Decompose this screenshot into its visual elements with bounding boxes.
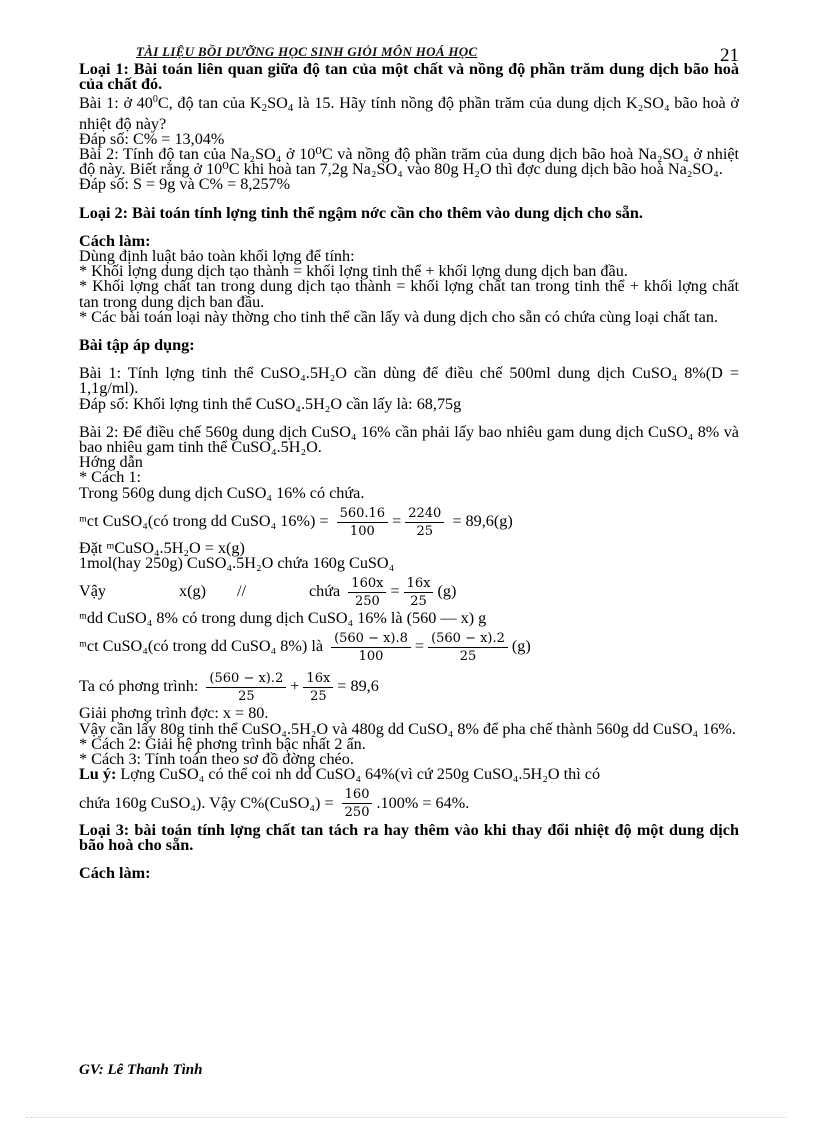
note-label: Lu ý: bbox=[79, 765, 117, 784]
exercise-1-pre: Bài 1: ở 40 bbox=[79, 94, 153, 113]
fraction-numerator: 560.16 bbox=[337, 505, 389, 523]
fraction-2240-25 bbox=[405, 505, 444, 540]
fraction-160-250 bbox=[342, 786, 373, 821]
footer-author: GV: Lê Thanh Tình bbox=[79, 1062, 203, 1078]
mdd-line: ᵐdd CuSO₄ 8% có trong dung dịch CuSO₄ 16% là (560 — x) g bbox=[79, 609, 487, 628]
vay-line: Vậy x(g) // chứa $\frac{160x}{250}$ = $\frac{16x}{25}$ (g) bbox=[79, 571, 739, 611]
vay-label: Vậy bbox=[79, 582, 106, 601]
note-line-2-post: .100% = 64%. bbox=[376, 793, 470, 812]
fraction-denominator: 25 bbox=[310, 689, 327, 705]
fraction-numerator: (560 − x).8 bbox=[331, 630, 411, 648]
vay-slash: // bbox=[237, 582, 246, 601]
let-x-line: Đặt ᵐCuSO₄.5H₂O = x(g) bbox=[79, 538, 245, 557]
practice-heading: Bài tập áp dụng: bbox=[79, 336, 195, 355]
fraction-160x-250 bbox=[348, 575, 386, 610]
fraction-denominator: 250 bbox=[354, 594, 380, 610]
method-1-label: * Cách 1: bbox=[79, 468, 142, 487]
fraction-16x-25 bbox=[404, 575, 434, 610]
formula-mct-2-text: ᵐct CuSO₄(có trong dd CuSO₄ 8%) là bbox=[79, 637, 324, 656]
solve-line: Giải phơng trình đợc: x = 80. bbox=[79, 704, 269, 723]
fraction-560-x-8 bbox=[331, 630, 411, 665]
conclusion-line: Vậy cần lấy 80g tinh thể CuSO₄.5H₂O và 480g dd CuSO₄ 8% để pha chế thành 560g dd CuSO₄ 16%. bbox=[79, 719, 736, 738]
exercise-1-post: SO bbox=[267, 94, 288, 113]
vay-x: x(g) bbox=[179, 582, 206, 601]
note-line-2-pre: chứa 160g CuSO₄). Vậy C%(CuSO₄) = bbox=[79, 793, 334, 812]
sub-2: 2 bbox=[261, 102, 268, 115]
degree-sup: 0 bbox=[152, 94, 158, 106]
exercise-1-tail: là 15. Hãy tính nồng độ phần trăm của dung dịch K₂SO₄ bão hoà ở nhiệt độ này? bbox=[79, 94, 739, 133]
note-line-2 bbox=[79, 783, 739, 823]
fraction-numerator: 160 bbox=[342, 786, 373, 804]
practice-exercise-2: Bài 2: Để điều chế 560g dung dịch CuSO₄ 16% cần phải lấy bao nhiêu gam dung dịch CuSO₄ 8% và bao nhiêu gam tinh thể CuSO₄.5H₂O. bbox=[79, 422, 739, 457]
formula-mct-1-text: ᵐct CuSO₄(có trong dd CuSO₄ 16%) = bbox=[79, 511, 329, 530]
method-point-1: * Khối lợng dung dịch tạo thành = khối lợng tinh thể + khối lợng dung dịch ban đầu. bbox=[79, 262, 628, 281]
formula-mct-2: ᵐct CuSO₄(có trong dd CuSO₄ 8%) là $\frac{(560 - x).8}{100}$ = $\frac{(560 - x).2}{25}$ (g) bbox=[79, 631, 531, 665]
exercise-1 bbox=[79, 92, 739, 131]
vay-unit: (g) bbox=[437, 582, 457, 601]
page-bottom-divider bbox=[26, 1117, 786, 1118]
running-header: TÀI LIỆU BỒI DƯỠNG HỌC SINH GIỎI MÔN HOÁ HỌC bbox=[136, 44, 478, 59]
section-title-loai1: Loại 1: Bài toán liên quan giữa độ tan của một chất và nồng độ phần trăm dung dịch bão hoà của chất đó. bbox=[79, 60, 739, 94]
fraction-numerator: 16x bbox=[303, 670, 333, 688]
fraction-eq-2 bbox=[303, 670, 333, 705]
exercise-2-answer: Đáp số: S = 9g và C% = 8,257% bbox=[79, 175, 291, 194]
mol-line: 1mol(hay 250g) CuSO₄.5H₂O chứa 160g CuSO₄ bbox=[79, 554, 395, 573]
page-number: 21 bbox=[720, 45, 739, 66]
fraction-denominator: 100 bbox=[349, 523, 375, 539]
line-560: Trong 560g dung dịch CuSO₄ 16% có chứa. bbox=[79, 483, 365, 502]
equation-result: = 89,6 bbox=[337, 677, 379, 696]
method-3-line: * Cách 3: Tính toán theo sơ đồ đờng chéo. bbox=[79, 750, 354, 769]
fraction-numerator: 160x bbox=[348, 575, 386, 593]
fraction-numerator: (560 − x).2 bbox=[428, 630, 508, 648]
exercise-1-answer: Đáp số: C% = 13,04% bbox=[79, 129, 225, 148]
fraction-numerator: 2240 bbox=[405, 505, 444, 523]
fraction-denominator: 25 bbox=[410, 594, 427, 610]
page-content bbox=[79, 62, 739, 881]
equation-plus: + bbox=[290, 677, 300, 696]
method-point-2: * Khối lợng chất tan trong dung dịch tạo thành = khối lợng chất tan trong tinh thể + khối lợng chất tan trong dung dịch ban đầu. bbox=[79, 277, 739, 311]
equation-label: Ta có phơng trình: bbox=[79, 677, 199, 696]
section-title-loai2: Loại 2: Bài toán tính lợng tinh thể ngậm nớc cần cho thêm vào dung dịch cho sẵn. bbox=[79, 203, 643, 222]
exercise-1-mid: C, độ tan của K bbox=[157, 94, 262, 113]
fraction-numerator: (560 − x).2 bbox=[206, 670, 286, 688]
guide-label: Hớng dẫn bbox=[79, 453, 143, 472]
fraction-560-x-2 bbox=[428, 630, 508, 665]
formula-mct-2-unit: (g) bbox=[511, 637, 531, 656]
method-heading: Cách làm: bbox=[79, 231, 151, 250]
sub-4: 4 bbox=[287, 102, 294, 115]
fraction-denominator: 25 bbox=[416, 523, 434, 539]
method-point-3: * Các bài toán loại này thờng cho tinh thể cần lấy và dung dịch cho sẵn có chứa cùng loại chất tan. bbox=[79, 307, 719, 326]
fraction-denominator: 250 bbox=[344, 805, 370, 821]
fraction-denominator: 25 bbox=[238, 689, 255, 705]
method-intro: Dùng định luật bảo toàn khối lợng để tính: bbox=[79, 247, 355, 266]
practice-exercise-1-answer: Đáp số: Khối lợng tinh thể CuSO₄.5H₂O cần lấy là: 68,75g bbox=[79, 394, 462, 413]
equation-line bbox=[79, 666, 739, 706]
formula-mct-1: ᵐct CuSO₄(có trong dd CuSO₄ 16%) = $\frac{560.16}{100}$ = $\frac{2240}{25}$ = 89,6(g) bbox=[79, 505, 513, 539]
method-2-line: * Cách 2: Giải hệ phơng trình bậc nhất 2 ẩn. bbox=[79, 734, 366, 753]
note-text: Lợng CuSO₄ có thể coi nh dd CuSO₄ 64%(vì cứ 250g CuSO₄.5H₂O thì có bbox=[116, 765, 601, 784]
fraction-numerator: 16x bbox=[404, 575, 434, 593]
practice-exercise-1: Bài 1: Tính lợng tinh thể CuSO₄.5H₂O cần dùng để điều chế 500ml dung dịch CuSO₄ 8%(D = 1,1g/ml). bbox=[79, 364, 739, 398]
vay-chua: chứa bbox=[309, 582, 341, 601]
fraction-eq-1 bbox=[206, 670, 286, 705]
fraction-denominator: 25 bbox=[459, 649, 477, 665]
fraction-denominator: 100 bbox=[358, 649, 384, 665]
section-title-loai3: Loại 3: bài toán tính lợng chất tan tách ra hay thêm vào khi thay đổi nhiệt độ một dung dịch bão hoà cho sẵn. bbox=[79, 820, 739, 854]
exercise-2: Bài 2: Tính độ tan của Na₂SO₄ ở 10⁰C và nồng độ phần trăm của dung dịch bão hoà Na₂SO₄ ở nhiệt độ này. Biết rằng ở 10⁰C khi hoà tan 7,2g Na₂SO₄ vào 80g H₂O thì đợc dung dịch bão hoà Na₂SO₄. bbox=[79, 145, 739, 179]
note-line bbox=[79, 767, 739, 782]
fraction-560-16 bbox=[337, 505, 389, 540]
formula-mct-1-result: = 89,6(g) bbox=[452, 511, 513, 530]
method-heading-2: Cách làm: bbox=[79, 863, 151, 882]
